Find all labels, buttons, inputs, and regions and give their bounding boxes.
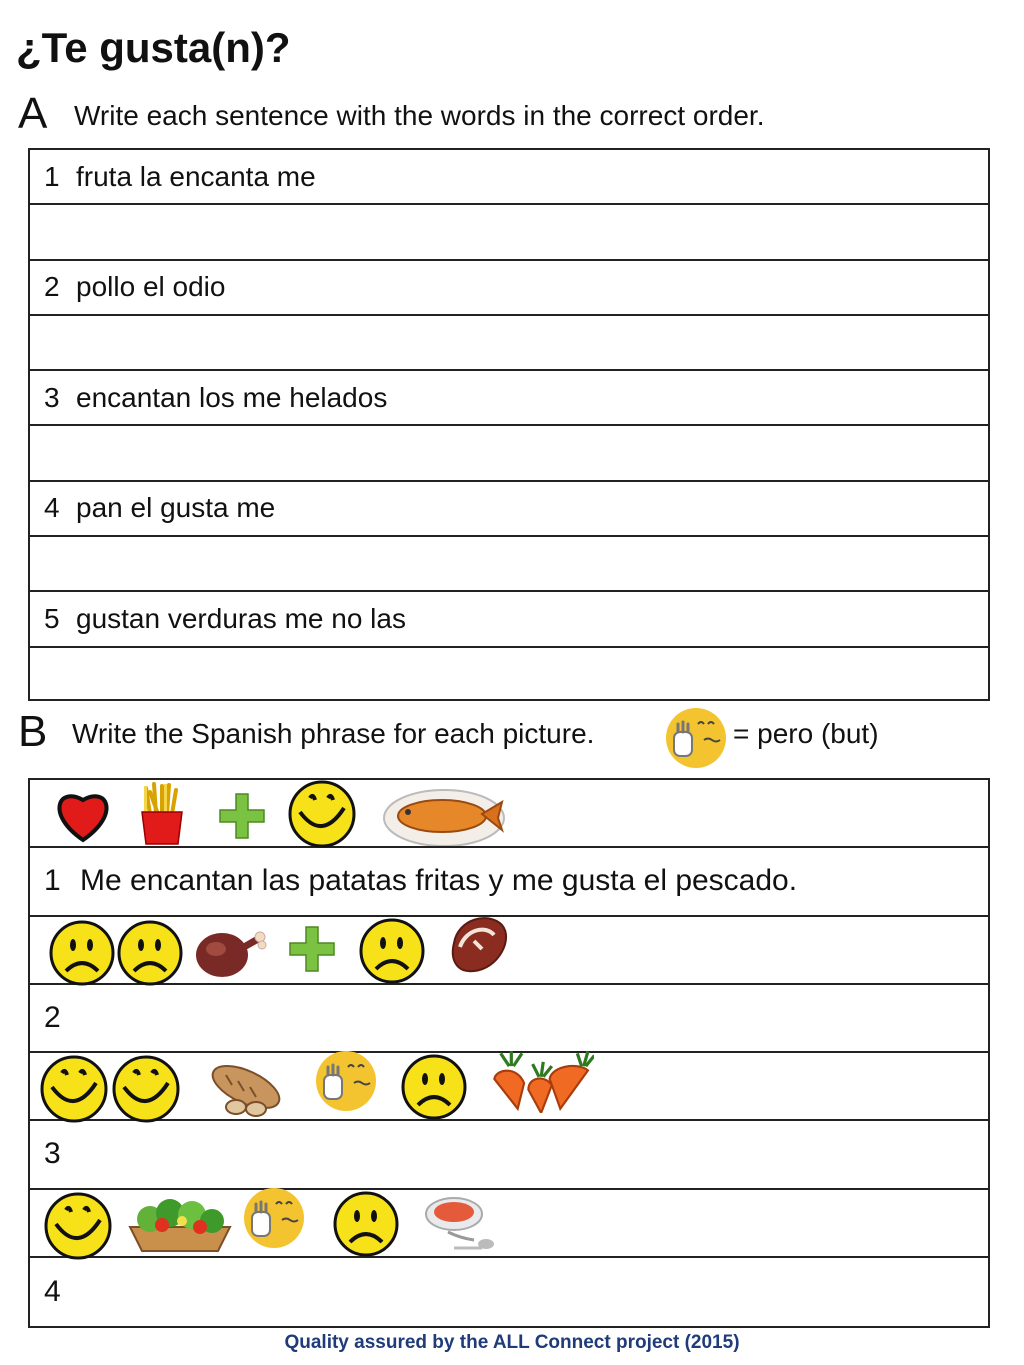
answer-line-1[interactable] [30, 205, 988, 260]
example-answer: Me encantan las patatas fritas y me gusta el pescado. [80, 864, 798, 898]
scrambled-sentence: encantan los me helados [76, 381, 388, 413]
answer-row-1[interactable] [30, 848, 988, 916]
picture-row-1 [30, 780, 988, 848]
answer-row-4[interactable] [30, 1258, 988, 1326]
steak-icon [444, 911, 514, 977]
happy-face-icon [286, 780, 358, 848]
section-b-table [28, 778, 990, 1328]
sentence-row-1 [30, 150, 988, 205]
footer-credit: Quality assured by the ALL Connect project (2015) [284, 1332, 740, 1353]
scrambled-sentence: pan el gusta me [76, 492, 276, 524]
scrambled-sentence: fruta la encanta me [76, 160, 316, 192]
section-a-table [28, 148, 990, 701]
bread-icon [206, 1057, 290, 1119]
answer-line-2[interactable] [30, 316, 988, 371]
sad-face-icon [48, 919, 116, 987]
item-number: 4 [44, 1274, 61, 1308]
happy-face-icon [110, 1055, 182, 1123]
happy-face-icon [38, 1055, 110, 1123]
carrots-icon [484, 1047, 594, 1113]
section-b-instruction: Write the Spanish phrase for each picture. [72, 718, 595, 749]
item-number: 3 [44, 381, 60, 413]
picture-row-4 [30, 1190, 988, 1258]
picture-row-3 [30, 1053, 988, 1121]
sad-face-icon [400, 1053, 468, 1121]
answer-line-4[interactable] [30, 537, 988, 592]
page-title: ¿Te gusta(n)? [16, 24, 291, 71]
sentence-row-2 [30, 261, 988, 316]
sad-face-icon [332, 1190, 400, 1258]
plus-icon [288, 925, 336, 973]
roast-chicken-icon [192, 919, 270, 983]
soup-bowl-icon [424, 1192, 498, 1254]
answer-row-3[interactable] [30, 1121, 988, 1189]
item-number: 2 [44, 271, 60, 303]
salad-bowl-icon [126, 1190, 234, 1254]
sentence-row-4 [30, 482, 988, 537]
sentence-row-5 [30, 592, 988, 647]
thinking-hand-face-icon [664, 706, 728, 770]
item-number: 3 [44, 1137, 61, 1171]
item-number: 1 [44, 864, 61, 898]
scrambled-sentence: gustan verduras me no las [76, 603, 406, 635]
scrambled-sentence: pollo el odio [76, 271, 226, 303]
picture-row-2 [30, 917, 988, 985]
pero-legend: = pero (but) [733, 718, 879, 749]
item-number: 2 [44, 1000, 61, 1034]
thinking-hand-face-icon [314, 1049, 378, 1113]
plus-icon [218, 792, 266, 840]
item-number: 5 [44, 603, 60, 635]
fish-plate-icon [382, 784, 508, 846]
section-a-instruction: Write each sentence with the words in the correct order. [74, 100, 765, 131]
heart-icon [50, 782, 116, 846]
answer-line-5[interactable] [30, 648, 988, 703]
happy-face-icon [42, 1192, 114, 1260]
sentence-row-3 [30, 371, 988, 426]
answer-row-2[interactable] [30, 985, 988, 1053]
sad-face-icon [116, 919, 184, 987]
item-number: 4 [44, 492, 60, 524]
fries-icon [134, 782, 190, 846]
thinking-hand-face-icon [242, 1186, 306, 1250]
item-number: 1 [44, 160, 60, 192]
answer-line-3[interactable] [30, 426, 988, 481]
section-a-letter: A [18, 89, 48, 138]
section-b-letter: B [18, 707, 48, 756]
sad-face-icon [358, 917, 426, 985]
